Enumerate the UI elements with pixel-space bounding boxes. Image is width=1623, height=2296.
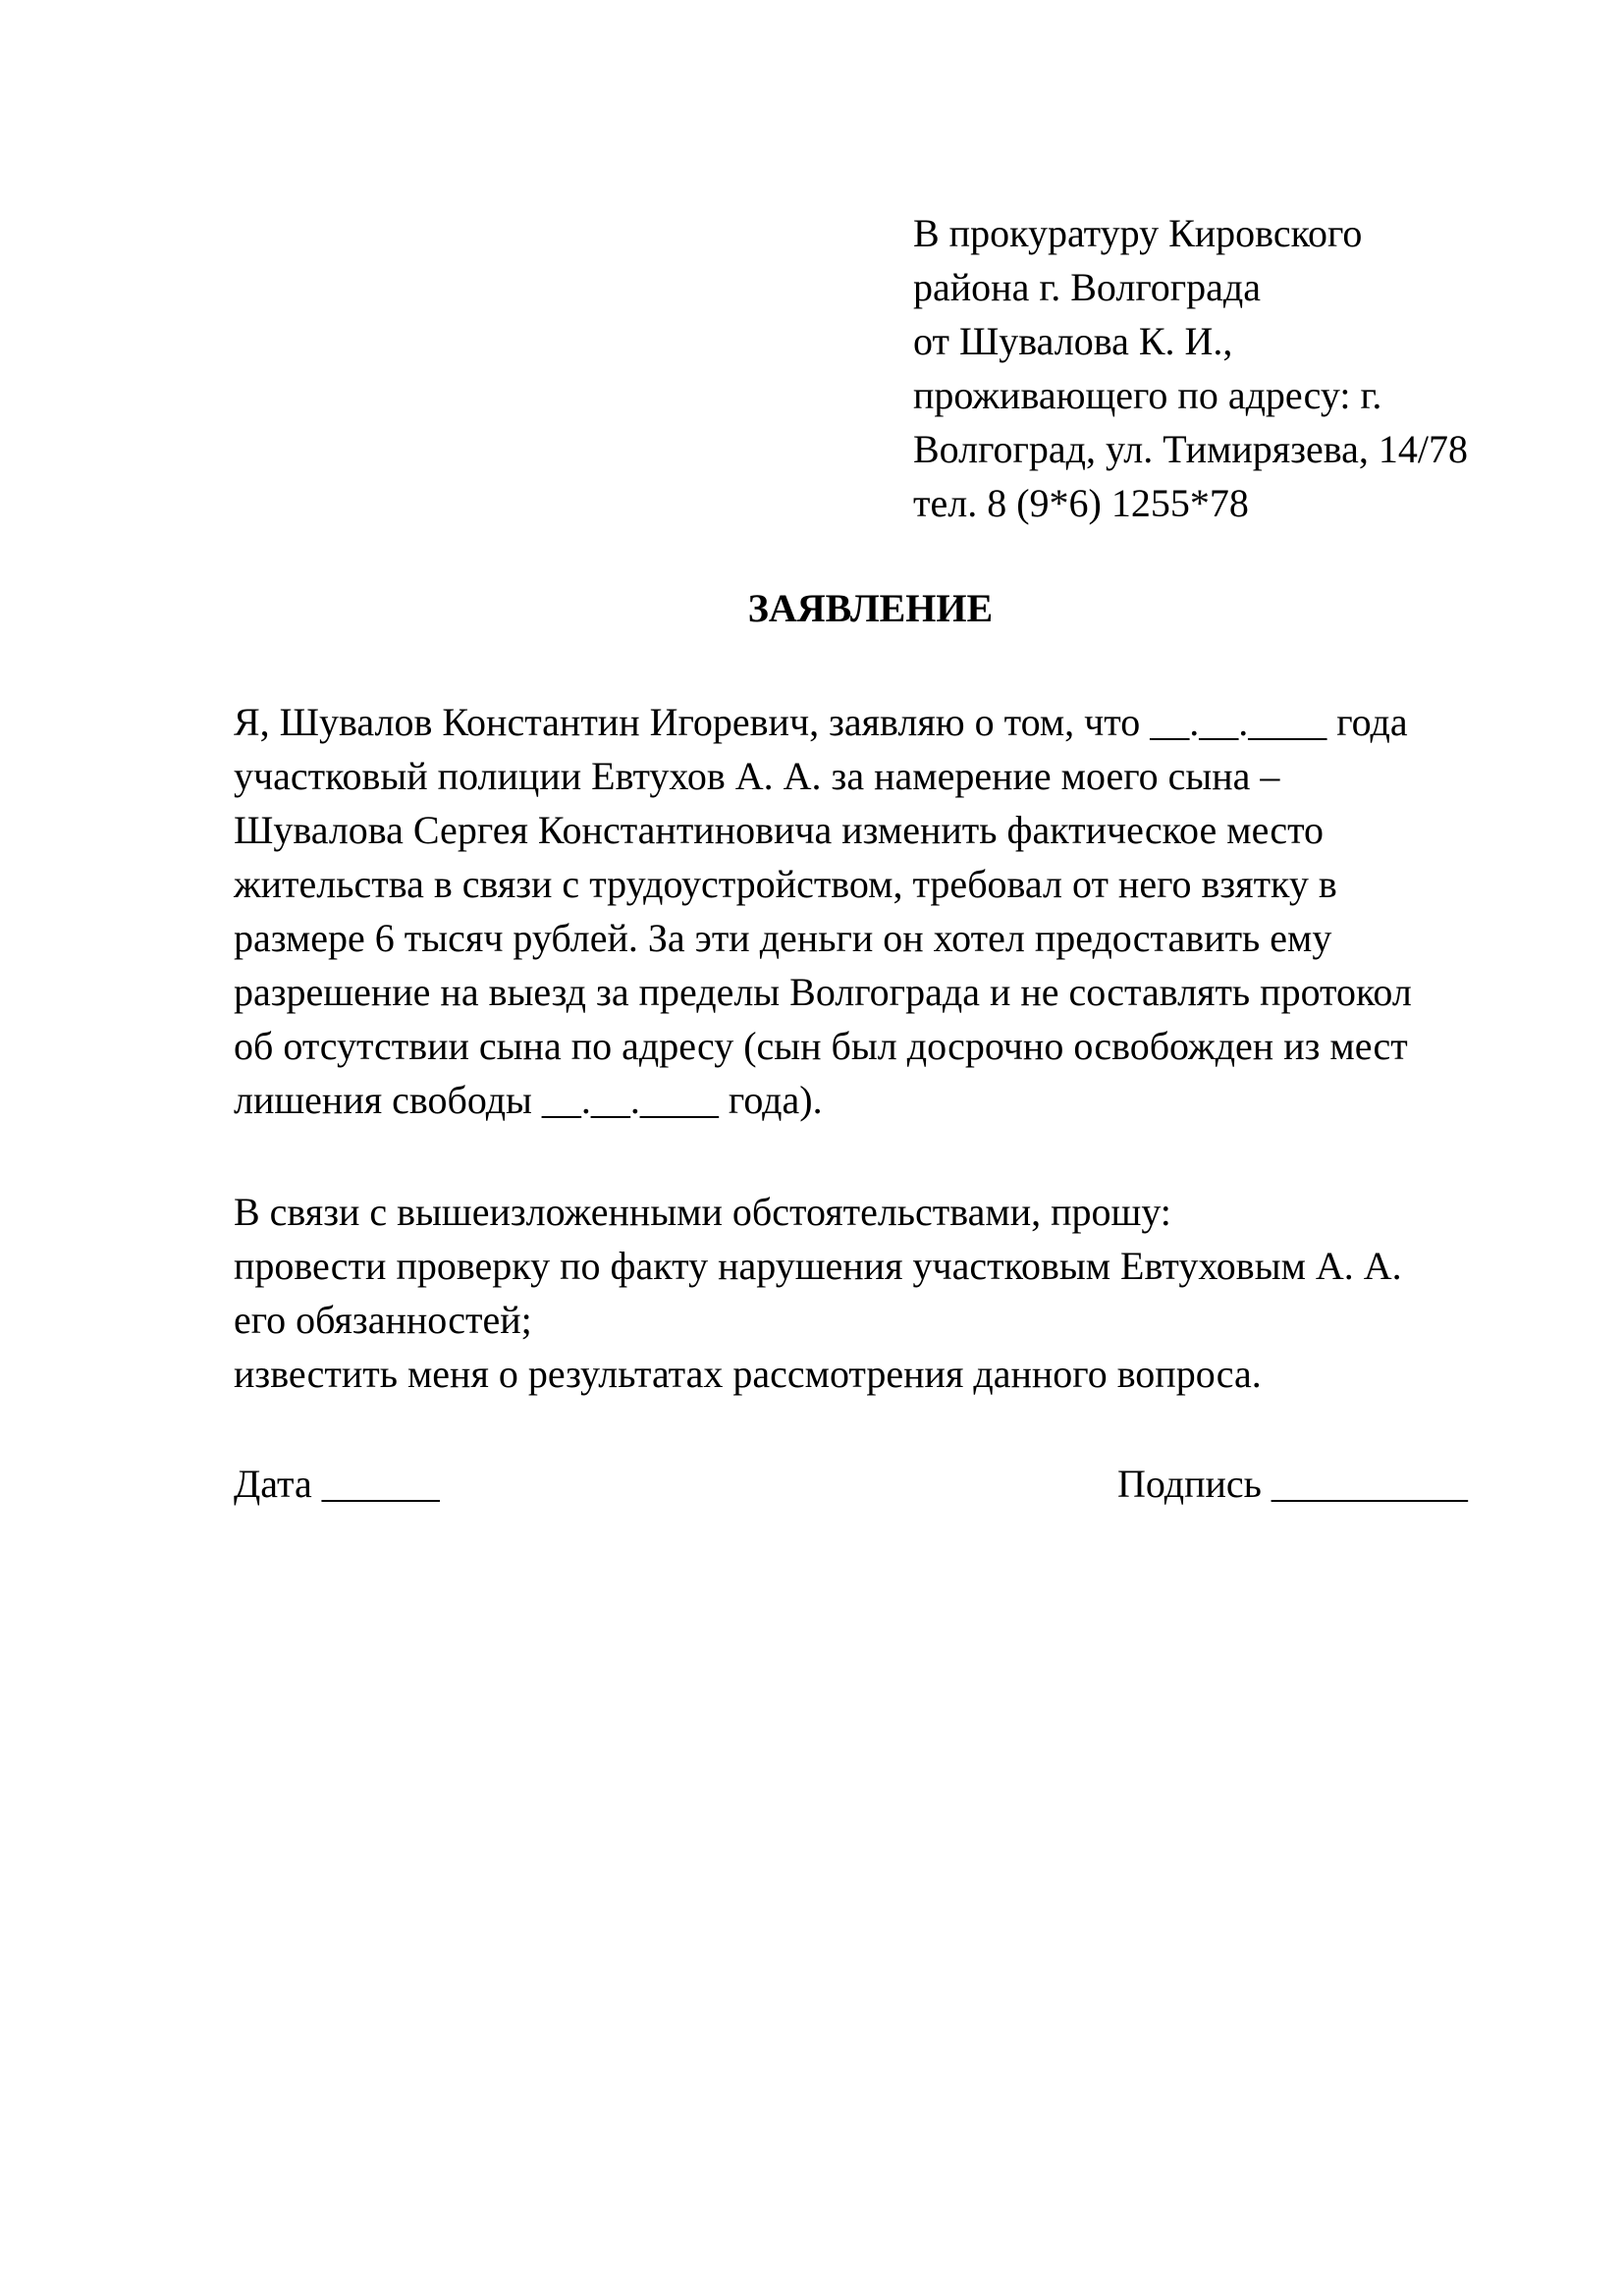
document-title: ЗАЯВЛЕНИЕ [747,586,994,630]
body-line: жительства в связи с трудоустройством, требовал от него взятку в [234,862,1337,906]
addressee-line: района г. Волгограда [913,265,1262,309]
addressee-line: В прокуратуру Кировского [913,211,1363,255]
signature-field: Подпись __________ [1117,1462,1468,1506]
statement-body [234,695,1510,1127]
body-line: Я, Шувалов Константин Игоревич, заявляю о том, что __.__.____ года [234,700,1408,744]
date-field: Дата ______ [234,1462,440,1506]
body-line: лишения свободы __.__.____ года). [234,1078,823,1122]
body-line: об отсутствии сына по адресу (сын был досрочно освобожден из мест [234,1024,1408,1068]
addressee-block [913,206,1542,530]
addressee-line: тел. 8 (9*6) 1255*78 [913,481,1249,525]
addressee-line: Волгоград, ул. Тимирязева, 14/78 [913,427,1468,471]
request-line: В связи с вышеизложенными обстоятельствами, прошу: [234,1190,1171,1234]
addressee-line: от Шувалова К. И., [913,319,1233,363]
request-line: известить меня о результатах рассмотрения данного вопроса. [234,1352,1262,1396]
request-line: провести проверку по факту нарушения участковым Евтуховым А. А. [234,1244,1402,1288]
addressee-line: проживающего по адресу: г. [913,373,1382,417]
body-line: участковый полиции Евтухов А. А. за намерение моего сына – [234,754,1280,798]
body-line: размере 6 тысяч рублей. За эти деньги он хотел предоставить ему [234,916,1332,960]
request-block [234,1185,1510,1401]
body-line: Шувалова Сергея Константиновича изменить фактическое место [234,808,1325,852]
request-line: его обязанностей; [234,1298,532,1342]
body-line: разрешение на выезд за пределы Волгограда и не составлять протокол [234,970,1412,1014]
